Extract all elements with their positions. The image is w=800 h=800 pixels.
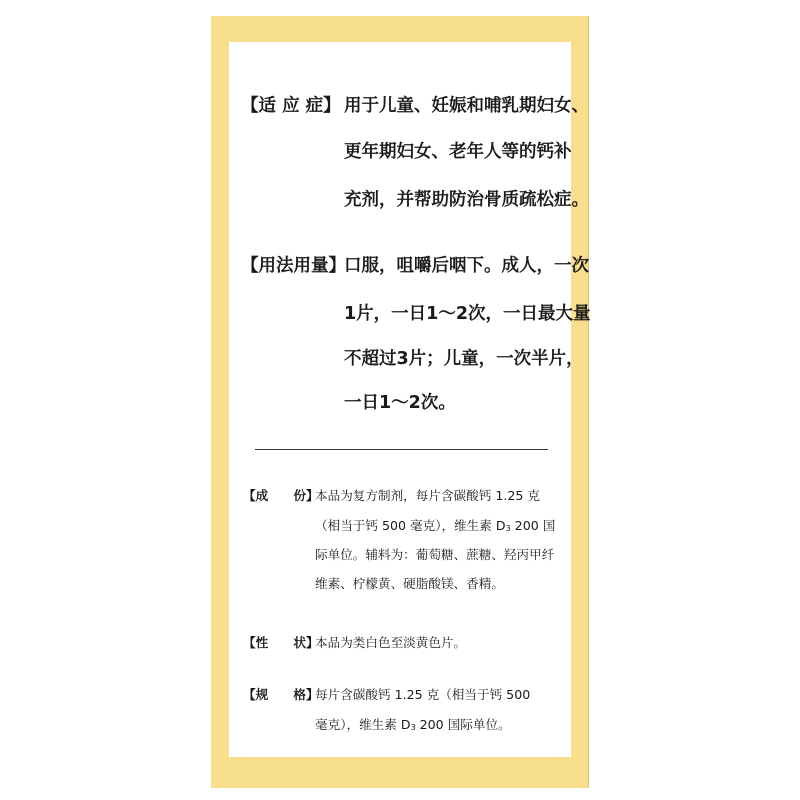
section-divider — [255, 449, 548, 450]
appearance-line-1: 本品为类白色至淡黄色片。 — [315, 635, 467, 650]
specification-line-2-text: 毫克），维生素 D — [315, 717, 411, 732]
ingredients-line-3: 际单位。辅料为：葡萄糖、蔗糖、羟丙甲纤 — [315, 547, 555, 562]
ingredients-line-2 — [315, 515, 555, 534]
indications-label: 【适 应 症】 — [241, 96, 341, 116]
indications-line-1: 用于儿童、妊娠和哺乳期妇女、 — [344, 96, 589, 116]
appearance-label: 【性 状】 — [243, 635, 319, 650]
vitamin-d-subscript: 3 — [505, 524, 511, 533]
dosage-line-1: 口服，咀嚼后咽下。成人，一次 — [344, 256, 589, 276]
specification-line-2 — [315, 714, 511, 733]
dosage-line-3: 不超过3片；儿童，一次半片， — [344, 349, 584, 369]
specification-label: 【规 格】 — [243, 687, 319, 702]
ingredients-line-1: 本品为复方制剂，每片含碳酸钙 1.25 克 — [315, 488, 540, 503]
ingredients-line-2-tail: 200 国 — [510, 518, 556, 533]
dosage-line-2: 1片，一日1～2次，一日最大量 — [344, 304, 591, 324]
ingredients-line-4: 维素、柠檬黄、硬脂酸镁、香精。 — [315, 576, 504, 591]
indications-line-2: 更年期妇女、老年人等的钙补 — [344, 142, 572, 162]
specification-line-2-tail: 200 国际单位。 — [415, 717, 511, 732]
dosage-line-4: 一日1～2次。 — [344, 393, 456, 413]
specification-line-1: 每片含碳酸钙 1.25 克（相当于钙 500 — [315, 687, 531, 702]
ingredients-line-2-text: （相当于钙 500 毫克），维生素 D — [315, 518, 506, 533]
white-label-panel — [229, 42, 591, 757]
dosage-label: 【用法用量】 — [241, 256, 346, 276]
vitamin-d-subscript-spec: 3 — [410, 723, 416, 732]
indications-line-3: 充剂，并帮助防治骨质疏松症。 — [344, 190, 589, 210]
ingredients-label: 【成 份】 — [243, 488, 319, 503]
